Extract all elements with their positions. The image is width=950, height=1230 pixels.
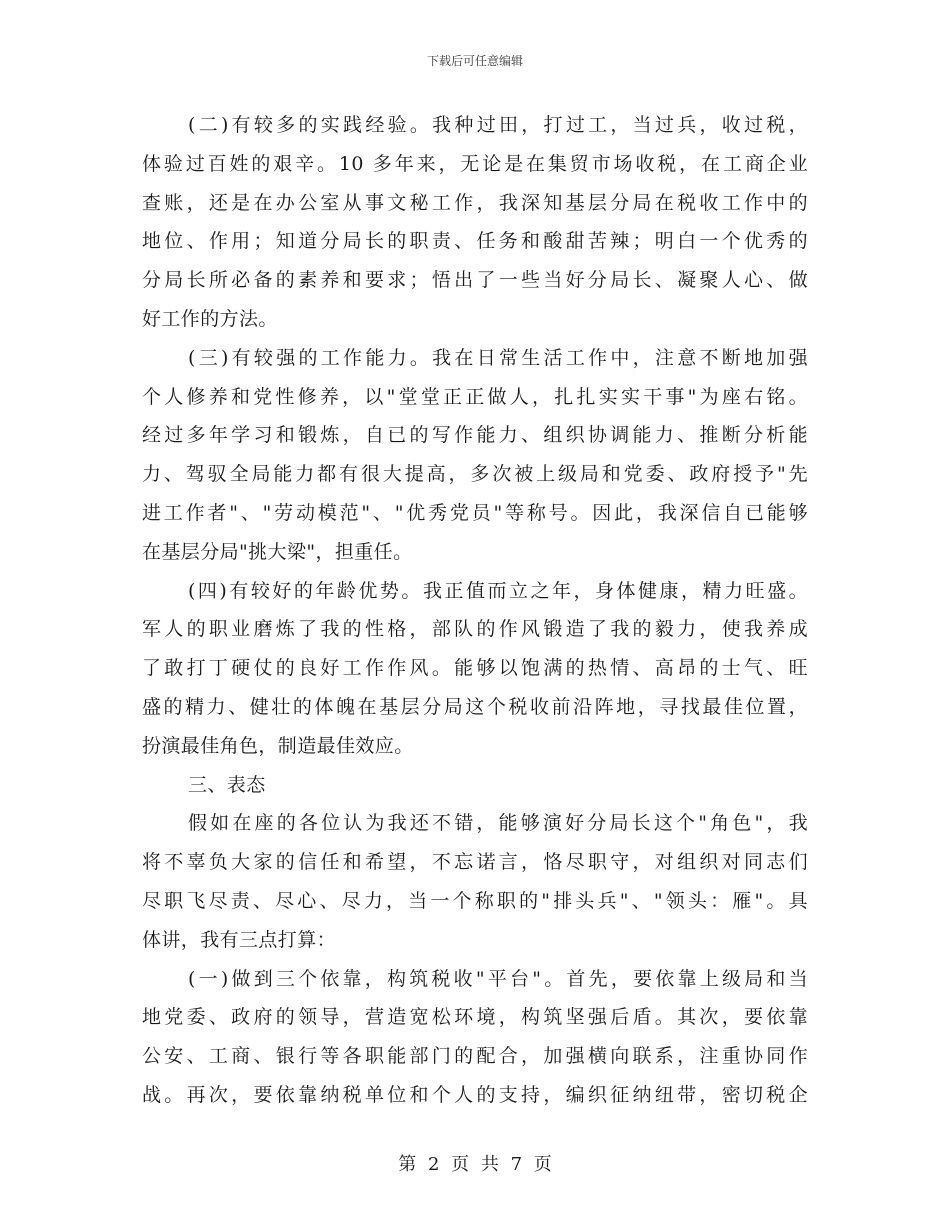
paragraph-line: 在基层分局"挑大梁"，担重任。	[142, 540, 413, 563]
paragraph-line: 好工作的方法。	[142, 307, 278, 330]
paragraph-line: 分局长所必备的素养和要求；悟出了一些当好分局长、凝聚人心、做	[142, 269, 808, 292]
paragraph-line: (三)有较强的工作能力。我在日常生活工作中，注意不断地加强	[188, 346, 808, 369]
document-body	[142, 106, 808, 1115]
paragraph-line: 体讲，我有三点打算：	[142, 928, 337, 951]
paragraph-line: 了敢打丁硬仗的良好工作作风。能够以饱满的热情、高昂的士气、旺	[142, 657, 808, 680]
paragraph-line: 公安、工商、银行等各职能部门的配合，加强横向联系，注重协同作	[142, 1045, 808, 1068]
paragraph-line: 地党委、政府的领导，营造宽松环境，构筑坚强后盾。其次，要依靠	[142, 1006, 808, 1029]
paragraph-line: 盛的精力、健壮的体魄在基层分局这个税收前沿阵地，寻找最佳位置，	[142, 695, 808, 718]
paragraph-line: 个人修养和党性修养，以"堂堂正正做人，扎扎实实干事"为座右铭。	[142, 385, 808, 408]
paragraph-line: 扮演最佳角色，制造最佳效应。	[142, 734, 414, 757]
paragraph-line: 查账，还是在办公室从事文秘工作，我深知基层分局在税收工作中的	[142, 191, 808, 214]
paragraph-line: 进工作者"、"劳动模范"、"优秀党员"等称号。因此，我深信自已能够	[142, 501, 808, 524]
paragraph-line: 尽职飞尽责、尽心、尽力，当一个称职的"排头兵"、"领头：雁"。具	[142, 889, 808, 912]
paragraph-line: 体验过百姓的艰辛。10 多年来，无论是在集贸市场收税，在工商企业	[142, 152, 808, 175]
page-header: 下载后可任意编辑	[426, 54, 523, 68]
paragraph-line: 地位、作用；知道分局长的职责、任务和酸甜苦辣；明白一个优秀的	[142, 230, 808, 253]
paragraph-line: (四)有较好的年龄优势。我正值而立之年，身体健康，精力旺盛。	[188, 579, 808, 602]
page-number-footer: 第 2 页 共 7 页	[398, 1154, 552, 1175]
section-heading: 三、表态	[188, 773, 266, 796]
paragraph-line: 军人的职业磨炼了我的性格，部队的作风锻造了我的毅力，使我养成	[142, 618, 808, 641]
paragraph-line: 假如在座的各位认为我还不错，能够演好分局长这个"角色"，我	[188, 812, 808, 835]
paragraph-line: (二)有较多的实践经验。我种过田，打过工，当过兵，收过税，	[188, 114, 808, 136]
paragraph-line: 经过多年学习和锻炼，自已的写作能力、组织协调能力、推断分析能	[142, 424, 808, 447]
paragraph-line: (一)做到三个依靠，构筑税收"平台"。首先，要依靠上级局和当	[188, 967, 808, 990]
paragraph-line: 将不辜负大家的信任和希望，不忘诺言，恪尽职守，对组织对同志们	[142, 851, 808, 874]
paragraph-line: 力、驾驭全局能力都有很大提高，多次被上级局和党委、政府授予"先	[142, 463, 808, 486]
paragraph-line: 战。再次，要依靠纳税单位和个人的支持，编织征纳纽带，密切税企	[142, 1083, 808, 1106]
